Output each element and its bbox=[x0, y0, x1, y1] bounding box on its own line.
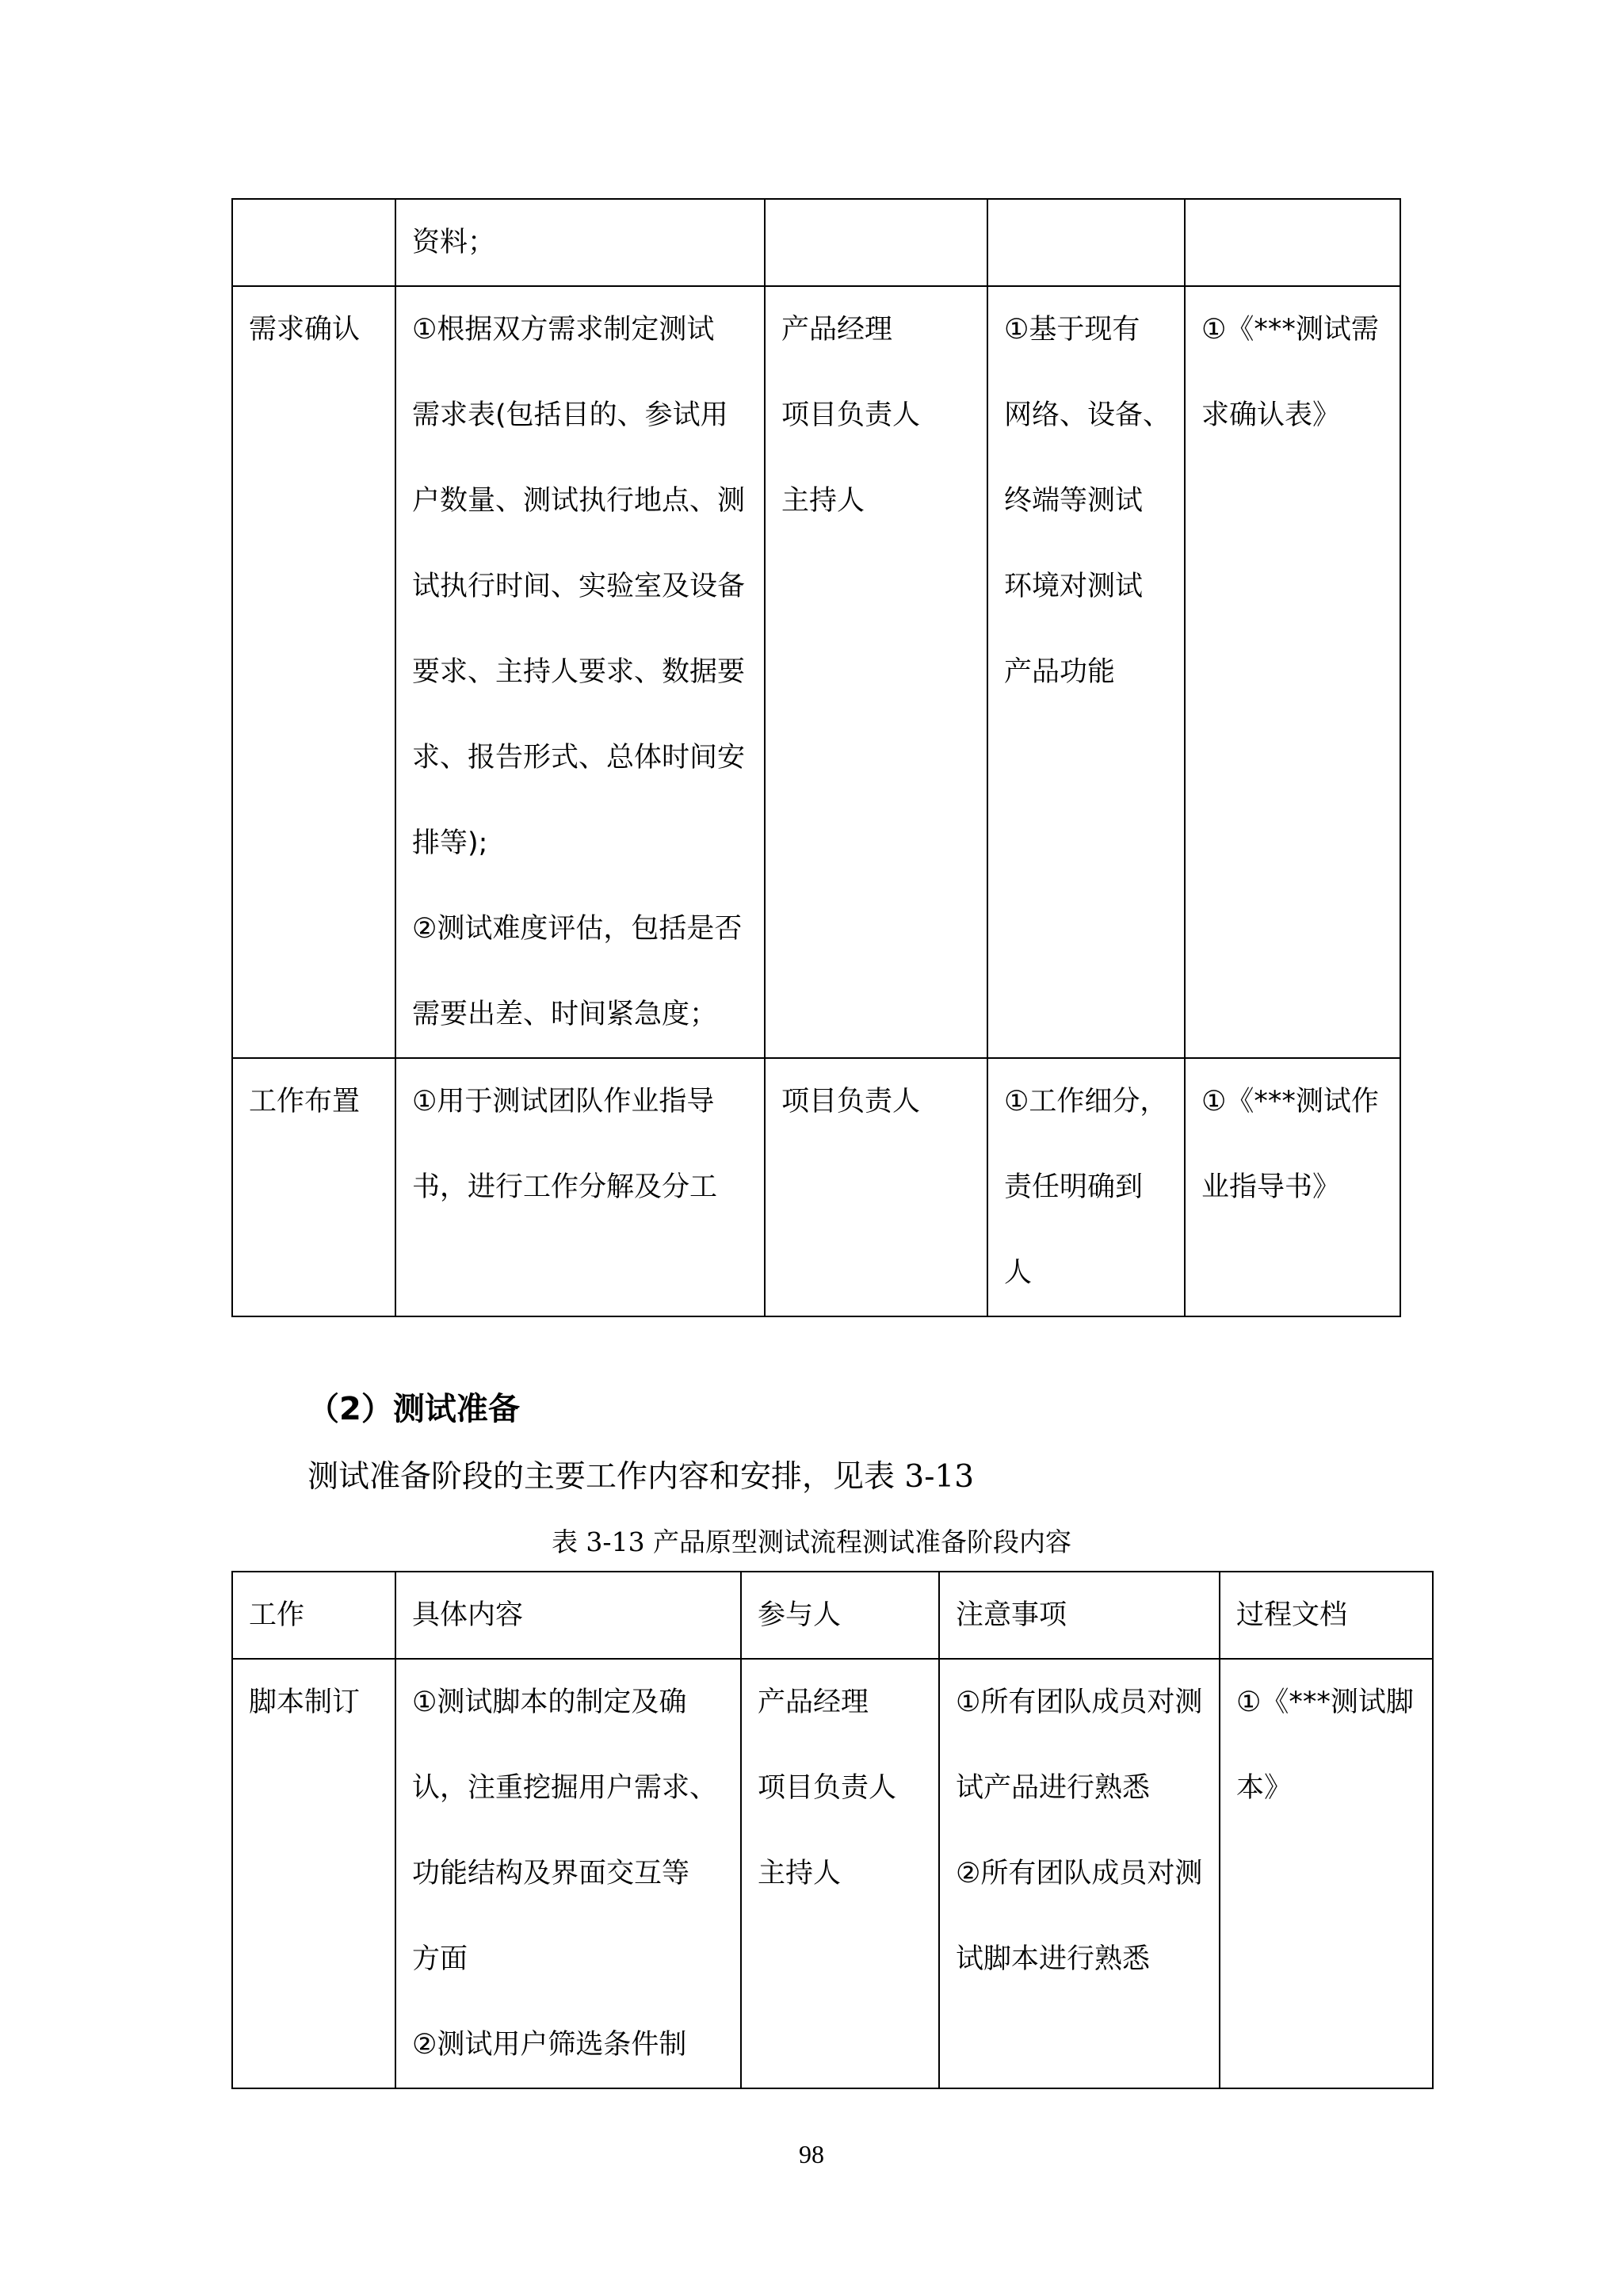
content-cell-line: 书，进行工作分解及分工 bbox=[412, 1171, 718, 1203]
notes-cell-line: ②所有团队成员对测 bbox=[956, 1858, 1203, 1889]
participants-cell-line: 产品经理 bbox=[758, 1687, 869, 1718]
participants-cell-line: 主持人 bbox=[781, 485, 865, 517]
participants-cell-line: 项目负责人 bbox=[758, 1772, 897, 1804]
content-cell-line: 功能结构及界面交互等 bbox=[412, 1858, 690, 1889]
column-header: 工作 bbox=[232, 1572, 395, 1659]
content-cell-line: ①用于测试团队作业指导 bbox=[412, 1086, 715, 1117]
notes-cell-line: ①所有团队成员对测 bbox=[956, 1687, 1203, 1718]
requirements-table bbox=[231, 198, 1401, 1317]
notes-cell bbox=[987, 286, 1185, 1058]
notes-cell-line: ①基于现有 bbox=[1004, 314, 1140, 346]
table-row bbox=[232, 1058, 1400, 1316]
stage-cell: 需求确认 bbox=[232, 286, 395, 1058]
content-cell-line: 需要出差、时间紧急度； bbox=[412, 999, 718, 1030]
content-cell-line: ①根据双方需求制定测试 bbox=[412, 314, 715, 346]
stage-cell: 脚本制订 bbox=[232, 1659, 395, 2088]
table-row bbox=[232, 199, 1400, 286]
column-header: 具体内容 bbox=[395, 1572, 741, 1659]
content-cell-line: 方面 bbox=[412, 1943, 468, 1975]
content-cell bbox=[395, 199, 765, 286]
page-number: 98 bbox=[799, 2140, 824, 2168]
content-cell bbox=[395, 1659, 741, 2088]
content-cell-line: 求、报告形式、总体时间安 bbox=[412, 742, 746, 774]
column-header: 注意事项 bbox=[939, 1572, 1220, 1659]
section-intro: 测试准备阶段的主要工作内容和安排，见表 3-13 bbox=[307, 1459, 975, 1495]
stage-cell: 工作布置 bbox=[232, 1058, 395, 1316]
notes-cell-line: 试脚本进行熟悉 bbox=[956, 1943, 1151, 1975]
notes-cell bbox=[939, 1659, 1220, 2088]
column-header: 过程文档 bbox=[1220, 1572, 1433, 1659]
content-cell-line: ②测试难度评估，包括是否 bbox=[412, 913, 743, 945]
notes-cell-line: 网络、设备、 bbox=[1004, 399, 1171, 431]
notes-cell-line: 责任明确到 bbox=[1004, 1171, 1144, 1203]
table-row bbox=[232, 1659, 1433, 2088]
participants-cell bbox=[765, 1058, 987, 1316]
participants-cell bbox=[765, 286, 987, 1058]
content-cell-line: 要求、主持人要求、数据要 bbox=[412, 656, 746, 688]
notes-cell-line: 试产品进行熟悉 bbox=[956, 1772, 1151, 1804]
documents-cell-line: 求确认表》 bbox=[1201, 399, 1341, 431]
participants-cell-line: 主持人 bbox=[758, 1858, 842, 1889]
content-cell-line: ①测试脚本的制定及确 bbox=[412, 1687, 687, 1718]
column-header: 参与人 bbox=[741, 1572, 939, 1659]
notes-cell bbox=[987, 1058, 1185, 1316]
table-row bbox=[232, 286, 1400, 1058]
notes-cell-line: ①工作细分， bbox=[1004, 1086, 1168, 1117]
content-cell bbox=[395, 286, 765, 1058]
content-cell-line: 认，注重挖掘用户需求、 bbox=[412, 1772, 718, 1804]
participants-cell-line: 产品经理 bbox=[781, 314, 893, 346]
participants-cell-line: 项目负责人 bbox=[781, 399, 921, 431]
notes-cell-line: 终端等测试 bbox=[1004, 485, 1144, 517]
documents-cell-line: ①《***测试需 bbox=[1201, 314, 1379, 346]
content-cell-line: 资料； bbox=[412, 227, 496, 258]
documents-cell-line: 业指导书》 bbox=[1201, 1171, 1341, 1203]
content-cell-line: ②测试用户筛选条件制 bbox=[412, 2029, 687, 2061]
content-cell-line: 需求表(包括目的、参试用 bbox=[412, 399, 728, 431]
notes-cell-line: 环境对测试 bbox=[1004, 571, 1144, 602]
participants-cell-line: 项目负责人 bbox=[781, 1086, 921, 1117]
documents-cell bbox=[1185, 286, 1400, 1058]
section-heading: （2）测试准备 bbox=[307, 1391, 520, 1427]
documents-cell bbox=[1185, 1058, 1400, 1316]
documents-cell bbox=[1220, 1659, 1433, 2088]
participants-cell bbox=[741, 1659, 939, 2088]
documents-cell-line: ①《***测试作 bbox=[1201, 1086, 1379, 1117]
content-cell bbox=[395, 1058, 765, 1316]
content-cell-line: 试执行时间、实验室及设备 bbox=[412, 571, 746, 602]
documents-cell-line: ①《***测试脚 bbox=[1236, 1687, 1414, 1718]
content-cell-line: 户数量、测试执行地点、测 bbox=[412, 485, 746, 517]
table-header-row bbox=[232, 1572, 1433, 1659]
table-caption: 表 3-13 产品原型测试流程测试准备阶段内容 bbox=[551, 1526, 1072, 1557]
documents-cell bbox=[1185, 199, 1400, 286]
content-cell-line: 排等); bbox=[412, 827, 488, 859]
notes-cell bbox=[987, 199, 1185, 286]
notes-cell-line: 人 bbox=[1004, 1257, 1033, 1289]
documents-cell-line: 本》 bbox=[1236, 1772, 1293, 1804]
stage-cell bbox=[232, 199, 395, 286]
notes-cell-line: 产品功能 bbox=[1004, 656, 1116, 688]
preparation-table bbox=[231, 1571, 1434, 2089]
participants-cell bbox=[765, 199, 987, 286]
